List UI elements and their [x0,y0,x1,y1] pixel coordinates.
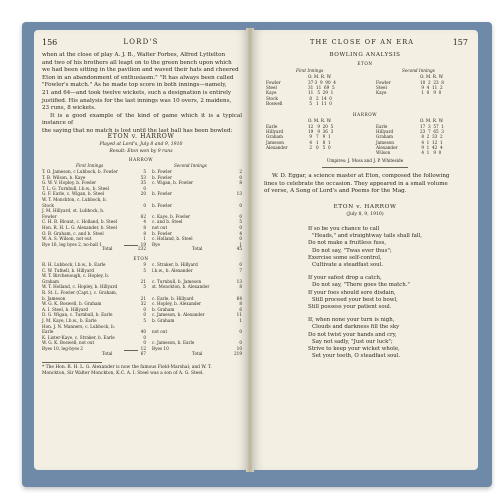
bowling-innings-first: First Innings [296,68,324,73]
runs-first-innings: 35 [140,180,146,186]
batsman-first-innings: Hon. J. N. Manners, c. Lubbock, b. [42,323,115,329]
runs-first-innings: 62 [140,213,146,219]
dismissal-second-innings: b. Fowler [152,169,172,174]
dismissal-second-innings: b. Fowler [152,174,172,180]
dismissal-second-innings: c. Jameson, b. Earle [152,340,195,346]
dismissal-second-innings: b. Graham [152,306,175,312]
poem-stanza [308,226,468,269]
harrow-total-label: Total [102,246,113,251]
dismissal-second-innings: c. Straker, b. Hillyard [152,262,198,267]
bowler-name: Hillyard [266,129,284,135]
bowling-team-harrow: HARROW [352,112,378,117]
bowler-name: Earle [376,124,388,129]
poem-line: If your safest drop a catch, [308,275,382,282]
batsman-first-innings: J. M. Kaye, l.b.w., b. Earle [42,318,97,323]
poem-line: Set your teeth, O steadfast soul. [312,353,401,360]
dismissal-second-innings: c. Earle, b. Hillyard [152,295,194,301]
runs-first-innings: 9 [143,262,146,267]
bowler-name: Steel [266,85,277,91]
runs-first-innings: 0 [143,340,146,346]
runs-second-innings: 13 [236,191,242,197]
runs-second-innings: 10 [236,346,242,351]
poem-line: Still proceed your best to bowl, [312,296,398,303]
batsman-first-innings: C. W. Tufnell, b. Hillyard [42,267,95,273]
bowler-name: Graham [376,134,394,140]
runs-second-innings: 2 [239,169,242,174]
poem-line: Exercise some self-control, [308,254,382,261]
runs-first-innings: 0 [143,185,146,191]
runs-second-innings: 7 [239,267,242,273]
batsman-first-innings: D. G. Wigan, c. Turnbull, b. Earle [42,312,113,318]
bowler-figures: 4 1 12 1 [420,139,443,145]
dismissal-second-innings: c. and b. Steel [152,219,183,225]
dismissal-second-innings: Byes 10 [152,346,169,351]
bowling-team-eton: ETON [357,61,373,66]
batsman-first-innings: Hon. R. H. L. G. Alexander, b. Steel [42,225,117,230]
runs-first-innings: 8 [143,225,146,230]
section-rule [322,167,408,168]
dismissal-second-innings: Bye [152,241,160,247]
prose-line: Eton in an abandonment of enthusiasm." "It has always been called [42,74,234,81]
bowler-figures: 19 9 36 3 [308,129,334,135]
bowler-figures: 4 1 9 0 [420,150,442,155]
batsman-first-innings: T. L. G. Turnbull, l.b.w., b. Steel [42,185,109,191]
prose-line: and two of his brothers all leapt on to the green bench upon which [42,59,232,66]
batsman-first-innings: W. T. Monckton, c. Lubbock, b. [42,197,107,202]
dismissal-second-innings: not out [152,225,168,230]
bowler-name: Kaye [376,90,387,96]
runs-second-innings: 0 [239,262,242,267]
runs-first-innings: 53 [140,174,146,180]
batsman-first-innings: J. M. Hillyard, st. Lubbock, b. [42,208,105,214]
batsman-first-innings: T. B. Wilson, b. Kaye [42,174,86,180]
innings-header-first: First Innings [76,163,104,168]
runs-second-innings: 0 [239,225,242,230]
runs-second-innings: 64 [236,295,242,301]
runs-second-innings: 1 [239,241,242,247]
poem-line: Do not twist your hands and cry, [308,331,397,338]
runs-first-innings: 0 [143,202,146,208]
poem-line: If your foes should sore disdain, [308,289,396,296]
runs-second-innings: 0 [239,329,242,335]
batsman-first-innings: Stock [42,202,54,208]
dismissal-second-innings: not out [152,329,168,335]
prose-line: we had been sitting in the pavilion and waved their hats and cheered [42,67,239,74]
batsman-first-innings: T. O. Jameson, c Lubbock, b. Fowler [42,169,118,174]
runs-second-innings: 0 [239,213,242,219]
runs-second-innings: 0 [239,202,242,208]
bowler-figures: 12 9 20 5 [308,124,334,129]
bowler-figures: 10 2 23 8 [420,80,444,85]
poem-stanza [308,275,468,311]
bowler-name: Hillyard [376,129,394,135]
poem-line: Do not say, "Twas ever thus"; [312,247,392,254]
harrow-total-first: 232 [138,246,146,251]
poem-line: Cultivate a steadfast soul. [312,262,384,269]
runs-first-innings: 1 [143,236,146,242]
left-prose [42,52,242,136]
runs-second-innings: 5 [239,219,242,225]
prose-line: 23 runs, 8 wickets. [42,105,96,112]
batsman-first-innings: R. St. L. Fowler (Capt.), c. Graham, [42,290,118,295]
footnote-line-2: Monckton, Sir Walter Monckton, K.C. A. I. Steel was a son of A. G. Steel. [42,371,204,376]
bowler-figures: 37·3 9 90 4 [308,80,336,85]
runs-second-innings: 6 [239,306,242,312]
bowler-name: Alexander [266,144,288,150]
poem-line: "Heads," and straightway tails shall fall, [312,233,422,240]
batsman-first-innings: Graham [42,278,60,284]
batsman-first-innings: A. I. Steel, b. Hillyard [42,306,89,312]
eton-total-second: 219 [234,351,242,356]
bowler-figures: 4 1 8 1 [308,139,331,145]
poem-stanza [308,317,468,360]
bowling-cols-first: O. M. R. W. [308,74,332,79]
team-eton-heading: ETON [133,256,149,261]
prose-line: 21 and 64—and took twelve wickets, such a designation is entirely [42,89,232,96]
bowler-figures: 1 0 9 0 [420,90,442,96]
runs-first-innings: 5 [143,267,146,273]
batsman-first-innings: K. Lister-Kaye, c. Straker, b. Earle [42,334,115,340]
prose-line: the saying that no match is lost until the last ball has been bowled: [42,127,233,134]
footnote-line-1: * The Hon. R. H. L. G. Alexander is now the famous Field-Marshal; and W. T. [42,365,212,370]
intro-line: W. D. Eggar, a science master at Eton, composed the following [272,173,450,179]
poem-line: Strive to keep your wicket whole, [308,346,400,353]
runs-first-innings: 0 [143,312,146,318]
batsman-first-innings: W. T. Birchenough, c. Hopley, b. [42,273,110,279]
bowler-name: Graham [266,134,284,140]
innings-header-second: Second Innings [174,163,207,168]
bowler-name: Boswell [266,100,283,106]
batsman-first-innings: R. H. Lubbock, l.b.w., b. Earle [42,262,106,267]
poem-line: Do not make a fruitless fuss, [308,240,387,247]
umpires-line: Umpires: J. Moss and J. P. Whiteside [326,158,404,163]
dismissal-second-innings: c. Kaye, b. Fowler [152,213,191,219]
runs-second-innings: 1 [239,318,242,323]
runs-first-innings: 20 [140,191,146,197]
dismissal-second-innings: l.b.w., b. Alexander [152,267,193,273]
runs-first-innings: 0 [143,334,146,340]
harrow-total-label-2: Total [192,246,203,251]
dismissal-second-innings: b. Fowler [152,230,172,236]
prose-line: "Fowler's match." As he made top score in both innings—namely, [42,82,227,89]
bowler-name: Kaye [266,90,277,96]
runs-second-innings: 0 [239,236,242,242]
dismissal-second-innings: st. Monckton, b. Alexander [152,284,210,290]
intro-line: of verse, A Song of Lord's and Poems for the Mag. [264,188,407,195]
team-harrow-heading: HARROW [128,157,154,162]
scorecard-played: Played at Lord's, July 8 and 9, 1910 [99,142,183,147]
bowler-figures: 23 7 65 3 [420,129,444,135]
footnote-rule [42,362,102,363]
left-running-head: LORD'S [123,38,159,46]
scorecard-title: ETON v. HARROW [107,133,175,140]
poem-body [308,226,468,366]
prose-line: It is a good example of the kind of game which it is a typical instance of [42,112,242,127]
poem-line: If so be you chance to call [308,226,380,232]
runs-first-innings: 5 [143,284,146,290]
batsman-first-innings: O. B. Graham, c. and b. Steel [42,230,104,236]
bowler-name: Alexander [376,144,398,150]
eton-total-label-2: Total [192,351,203,356]
runs-first-innings: 5 [143,169,146,174]
intro-prose [264,173,468,196]
dismissal-second-innings: c. Holland, b. Steel [152,236,193,242]
runs-second-innings: 0 [239,174,242,180]
poem-date: (July 8, 9, 1910) [346,212,384,217]
runs-first-innings: 19 [140,241,146,247]
runs-second-innings: 8 [239,301,242,307]
bowling-cols-second: O. M. R. W. [420,74,444,79]
bowler-figures: 31 11 69 5 [308,85,335,91]
runs-first-innings: 21 [140,295,146,301]
bowler-figures: 11 5 29 1 [308,90,334,96]
bowling-innings-second: Second Innings [402,68,435,73]
poem-line: Do not say, "There goes the match." [312,282,410,289]
batsman-first-innings: C. H. B. Blount, c. Holland, b. Steel [42,219,118,225]
bowler-figures: 8 2 14 0 [308,95,332,101]
prose-line: when at the close of play A. J. B., Walter Forbes, Alfred Lyttelton [42,52,226,58]
runs-first-innings: 12 [140,346,146,351]
bowling-cols-first-2: O. M. R. W. [308,118,332,123]
poem-line: Clouds and darkness fill the sky [312,324,400,331]
runs-first-innings: 40 [140,329,146,335]
dismissal-second-innings: c. Jameson, b. Alexander [152,312,205,318]
bowling-cols-second-2: O. M. R. W. [420,118,444,123]
runs-second-innings: 8 [239,284,242,290]
batsman-first-innings: W. G. K. Boswell, b. Graham [42,301,102,307]
right-page [252,30,478,470]
intro-line: lines to celebrate the occasion. They appeared in a small volume [264,180,448,187]
runs-first-innings: 21 [140,278,146,284]
bowler-name: Jameson [266,139,284,145]
bowler-name: Jameson [376,139,394,145]
batsman-first-innings: G. W. V. Hopley, b. Fowler [42,180,97,186]
batsman-first-innings: Byes 10, leg-byes 2 [42,346,83,351]
right-running-head: THE CLOSE OF AN ERA [310,38,415,46]
batsman-first-innings: W. A. S. Wilson, not out [42,236,92,242]
bowler-name: Steel [376,85,387,91]
dismissal-second-innings: c. Turnbull, b. Jameson [152,278,202,284]
runs-first-innings: 0 [143,306,146,312]
right-page-number: 157 [452,38,468,47]
dismissal-second-innings: c. Hopley, b. Alexander [152,301,202,307]
left-page-number: 156 [42,38,58,47]
batsman-first-innings: W. T. Holland, c. Hopley, b. Hillyard [42,284,118,290]
bowler-name: Fowler [376,80,391,85]
dismissal-second-innings: b. Fowler [152,202,172,208]
bowler-figures: 5 1 11 0 [308,100,332,106]
batsman-first-innings: G. F. Earle, c. Wigan, b. Steel [42,191,105,197]
batsman-first-innings: b. Jameson [42,295,66,301]
runs-second-innings: 4 [239,230,242,236]
batsman-first-innings: Earle [42,329,54,335]
poem-line: Still possess your patient soul. [308,304,392,311]
batsman-first-innings: W. G. K. Boswell, not out [42,340,95,346]
bowler-name: Fowler [266,80,281,85]
bowler-figures: 17 3 57 1 [420,124,444,129]
harrow-total-second: 45 [236,246,242,251]
runs-first-innings: 8 [143,230,146,236]
bowling-analysis-title: BOWLING ANALYSIS [329,52,401,58]
eton-total-first: 67 [140,351,146,356]
prose-line: justified. His analysis for the last innings was 10 overs, 2 maidens, [42,97,232,104]
bowler-figures: 2 0 5 0 [308,144,331,150]
eton-total-label: Total [102,351,113,356]
dismissal-second-innings: b. Graham [152,318,175,323]
runs-first-innings: 4 [143,219,146,225]
bowler-figures: 9 1 42 4 [420,144,443,150]
runs-first-innings: 5 [143,318,146,323]
dismissal-second-innings: c. Wigan, b. Fowler [152,180,194,186]
runs-first-innings: 32 [140,301,146,307]
poem-title: ETON v. HARROW [333,204,397,210]
bowler-figures: 8 2 33 2 [420,134,443,140]
bowler-name: Earle [266,124,278,129]
bowler-figures: 9 7 9 1 [308,134,331,140]
runs-second-innings: 13 [236,278,242,284]
poem-line: If, when none your turn is nigh, [308,317,395,324]
left-page [34,30,248,470]
scorecard-result: Result: Eton won by 9 runs [109,149,173,154]
runs-second-innings: 11 [236,312,242,318]
bowler-name: Stock [266,95,278,101]
bowler-figures: 9 4 11 2 [420,85,443,91]
bowler-name: Wilson [376,150,391,155]
batsman-first-innings: Bye 16, leg byes 2, no-ball 1 [42,241,102,247]
poem-line: Say not sadly, "Just our luck"; [312,338,393,345]
runs-second-innings: 0 [239,340,242,346]
runs-second-innings: 8 [239,180,242,186]
batsman-first-innings: Fowler [42,213,57,219]
dismissal-second-innings: b. Fowler [152,191,172,197]
